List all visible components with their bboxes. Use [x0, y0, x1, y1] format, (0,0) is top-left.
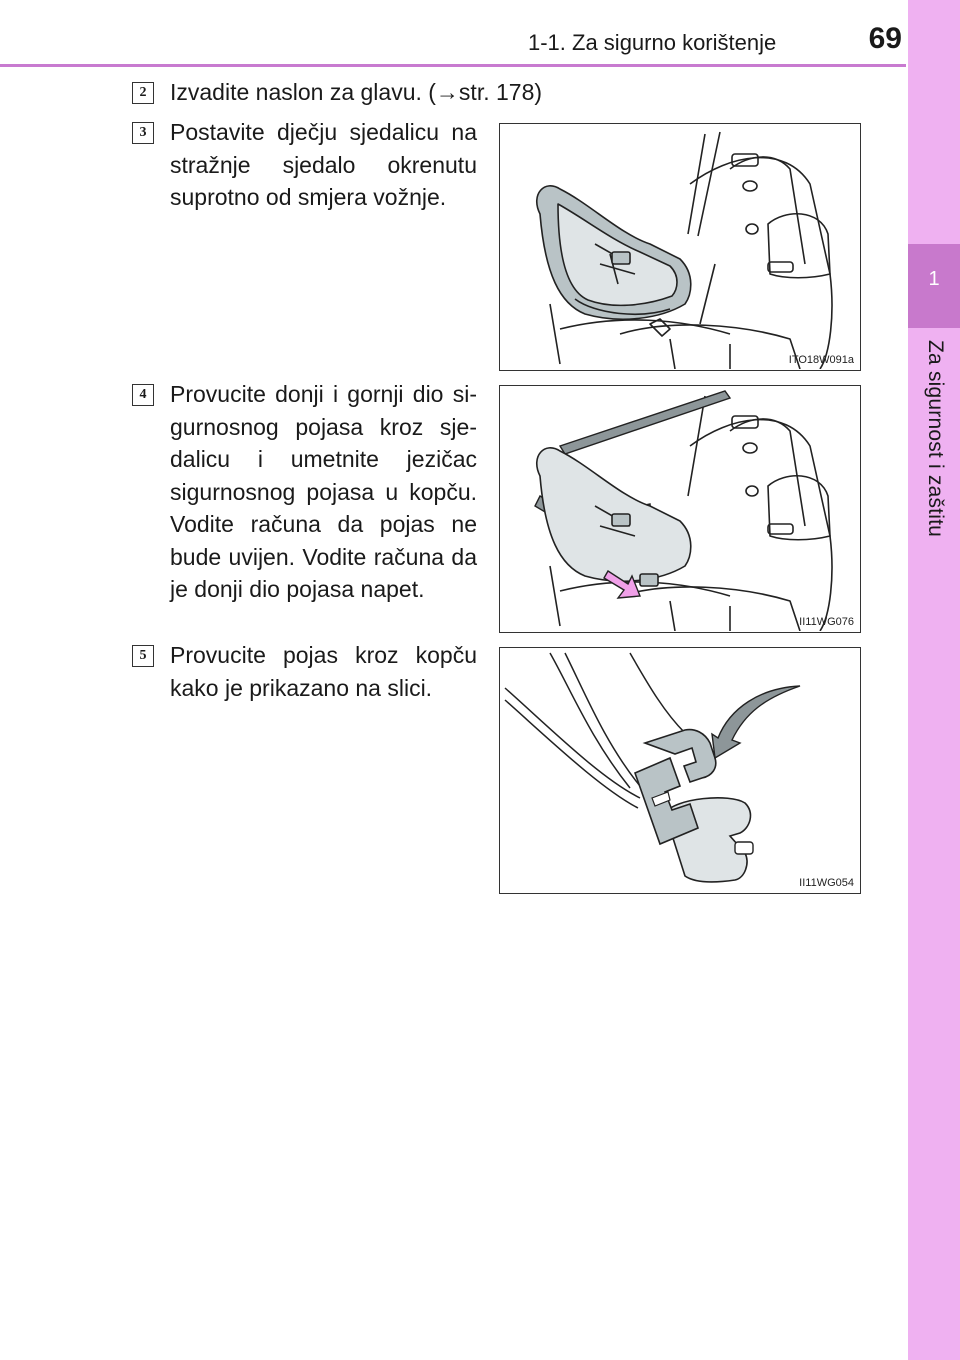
figure-code: II11WG076: [799, 616, 854, 628]
child-seat-belt-routing-icon: [500, 386, 859, 631]
step-number-2: 2: [132, 82, 154, 104]
page-number: 69: [868, 22, 902, 55]
figure-belt-clip: [499, 647, 861, 894]
figure-code: II11WG054: [799, 877, 854, 889]
header-section-title: 1-1. Za sigurno korištenje: [528, 30, 777, 55]
header-divider: [0, 64, 906, 67]
step-number-5: 5: [132, 645, 154, 667]
figure-code: ITO18W091a: [788, 354, 854, 366]
step-text-5: Provucite pojas kroz kopču kako je prikazano na slici.: [170, 642, 477, 701]
chapter-number: 1: [928, 268, 940, 290]
figure-belt-routing: [499, 385, 861, 633]
step-text-3: Postavite dječju sjedalicu na stražnje sjedalo okrenutu suprotno od smjera vožnje.: [170, 119, 477, 210]
step-text-2: Izvadite naslon za glavu. (→str. 178): [170, 79, 543, 105]
figure-child-seat-rear-facing: [499, 123, 861, 371]
rear-facing-child-seat-icon: [500, 124, 859, 369]
belt-through-clip-icon: [500, 648, 859, 892]
chapter-label: Za sigurnost i zaštitu: [924, 340, 947, 537]
step-text-4: Provucite donji i gornji dio sigurnosnog pojasa kroz sjedalicu i umetnite jezičac sigurnosnog pojasa u kopču. Vodite računa da pojas ne bude uvijen. Vodite računa da je donji dio pojasa napet.: [170, 381, 477, 602]
step-number-4: 4: [132, 384, 154, 406]
chapter-side-tab: [908, 0, 960, 1360]
step-number-3: 3: [132, 122, 154, 144]
